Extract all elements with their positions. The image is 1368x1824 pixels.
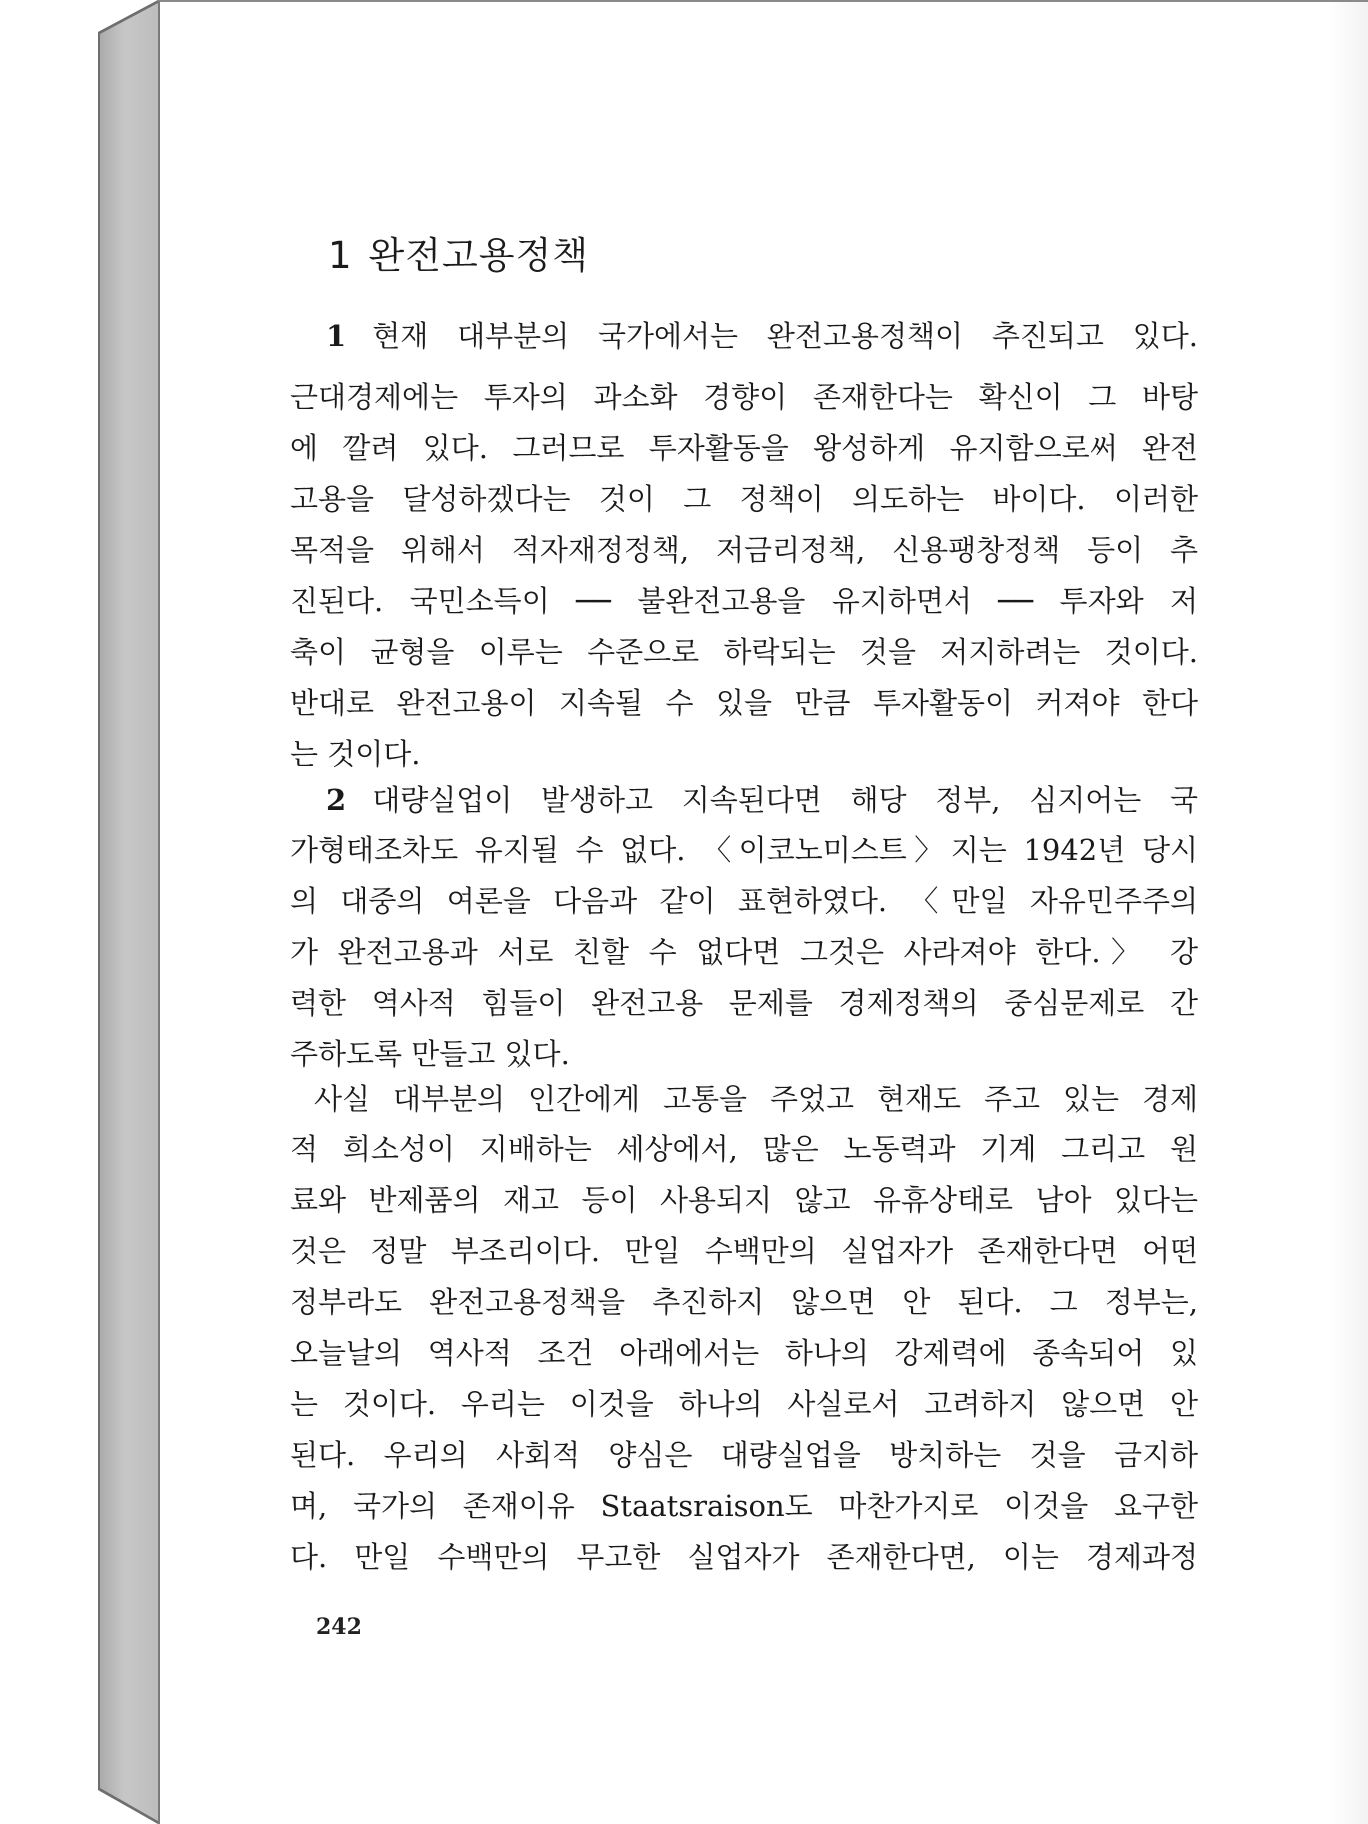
page-number: 242 [316,1614,362,1640]
paragraph-3-line-3: 료와 반제품의 재고 등이 사용되지 않고 유휴상태로 남아 있다는 [290,1183,1198,1217]
paragraph-3-line-4: 것은 정말 부조리이다. 만일 수백만의 실업자가 존재한다면 어떤 [290,1234,1198,1268]
paragraph-2-line-1 [326,780,1198,820]
paragraph-1-line-2: 근대경제에는 투자의 과소화 경향이 존재한다는 확신이 그 바탕 [290,380,1198,414]
chapter-number: 1 [328,234,353,277]
paragraph-3-line-2: 적 희소성이 지배하는 세상에서, 많은 노동력과 기계 그리고 원 [290,1132,1198,1166]
paragraph-2-line-2: 가형태조차도 유지될 수 없다. 〈이코노미스트〉지는 1942년 당시 [290,833,1198,867]
page-edge-shade [1328,2,1368,1824]
paragraph-2-line-4: 가 완전고용과 서로 친할 수 없다면 그것은 사라져야 한다.〉 강 [290,935,1198,969]
chapter-heading [328,225,589,279]
paragraph-3-line-8: 된다. 우리의 사회적 양심은 대량실업을 방치하는 것을 금지하 [290,1438,1198,1472]
paragraph-3-line-10: 다. 만일 수백만의 무고한 실업자가 존재한다면, 이는 경제과정 [290,1540,1198,1574]
paragraph-2-line-5: 력한 역사적 힘들이 완전고용 문제를 경제정책의 중심문제로 간 [290,986,1198,1020]
chapter-title: 완전고용정책 [368,234,589,277]
book-spine [98,0,158,1824]
paragraph-1-line-6: 진된다. 국민소득이 ── 불완전고용을 유지하면서 ── 투자와 저 [290,584,1198,618]
paragraph-3-line-6: 오늘날의 역사적 조건 아래에서는 하나의 강제력에 종속되어 있 [290,1336,1198,1370]
paragraph-number: 1 [326,319,347,353]
paragraph-1-line-9: 는 것이다. [290,737,421,771]
paragraph-2-line-3: 의 대중의 여론을 다음과 같이 표현하였다. 〈만일 자유민주주의 [290,884,1198,918]
paragraph-3-line-7: 는 것이다. 우리는 이것을 하나의 사실로서 고려하지 않으면 안 [290,1387,1198,1421]
paragraph-1-line-4: 고용을 달성하겠다는 것이 그 정책이 의도하는 바이다. 이러한 [290,482,1198,516]
paragraph-1-line-8: 반대로 완전고용이 지속될 수 있을 만큼 투자활동이 커져야 한다 [290,686,1198,720]
paragraph-1-line-1 [326,316,1198,356]
paragraph-1-line-5: 목적을 위해서 적자재정정책, 저금리정책, 신용팽창정책 등이 추 [290,533,1198,567]
paragraph-1-line-7: 축이 균형을 이루는 수준으로 하락되는 것을 저지하려는 것이다. [290,635,1198,669]
paragraph-3-line-5: 정부라도 완전고용정책을 추진하지 않으면 안 된다. 그 정부는, [290,1285,1198,1319]
line-text: 현재 대부분의 국가에서는 완전고용정책이 추진되고 있다. [372,319,1198,353]
paragraph-1-line-3: 에 깔려 있다. 그러므로 투자활동을 왕성하게 유지함으로써 완전 [290,431,1198,465]
paragraph-2-line-6: 주하도록 만들고 있다. [290,1037,570,1071]
paragraph-3-line-1: 사실 대부분의 인간에게 고통을 주었고 현재도 주고 있는 경제 [314,1082,1198,1116]
paragraph-3-line-9: 며, 국가의 존재이유 Staatsraison도 마찬가지로 이것을 요구한 [290,1489,1198,1523]
line-text: 대량실업이 발생하고 지속된다면 해당 정부, 심지어는 국 [372,783,1198,817]
paragraph-number: 2 [326,783,347,817]
